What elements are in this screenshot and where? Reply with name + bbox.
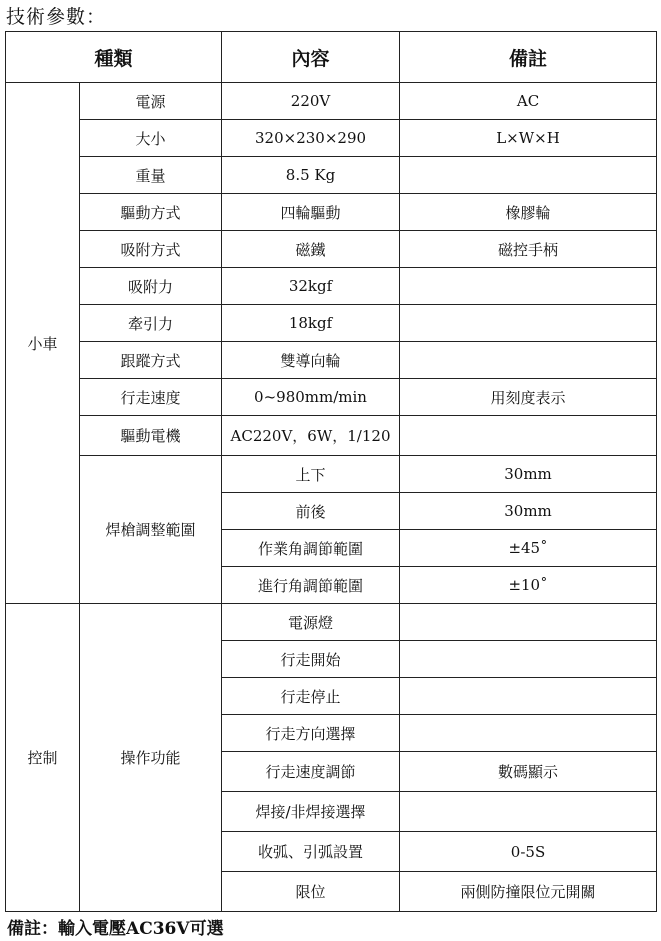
row-content: 320×230×290	[222, 120, 400, 157]
row-item: 進行角調節範圍	[222, 567, 400, 604]
row-item: 驅動方式	[80, 194, 222, 231]
row-item: 收弧、引弧設置	[222, 832, 400, 872]
row-item: 驅動電機	[80, 416, 222, 456]
row-content: 8.5 Kg	[222, 157, 400, 194]
header-category: 種類	[6, 32, 222, 83]
row-content: 18kgf	[222, 305, 400, 342]
row-note	[400, 305, 657, 342]
table-row	[6, 604, 657, 641]
row-item: 作業角調節範圍	[222, 530, 400, 567]
row-item: 重量	[80, 157, 222, 194]
table-row	[6, 456, 657, 493]
table-row	[6, 379, 657, 416]
row-note: 磁控手柄	[400, 231, 657, 268]
table-row	[6, 342, 657, 379]
row-item: 吸附方式	[80, 231, 222, 268]
header-row	[6, 32, 657, 83]
row-item: 大小	[80, 120, 222, 157]
footer-note: 備註：輸入電壓AC36V可選	[7, 919, 224, 939]
row-note: 橡膠輪	[400, 194, 657, 231]
row-note: 用刻度表示	[400, 379, 657, 416]
row-item: 跟蹤方式	[80, 342, 222, 379]
row-note	[400, 416, 657, 456]
spec-table	[5, 31, 657, 912]
row-note	[400, 641, 657, 678]
table-row	[6, 83, 657, 120]
row-note	[400, 792, 657, 832]
row-note	[400, 678, 657, 715]
row-note	[400, 715, 657, 752]
table-row	[6, 157, 657, 194]
header-note: 備註	[400, 32, 657, 83]
row-content: 雙導向輪	[222, 342, 400, 379]
row-content: 四輪驅動	[222, 194, 400, 231]
group-operation: 操作功能	[80, 604, 222, 912]
row-item: 電源	[80, 83, 222, 120]
row-note: 數碼顯示	[400, 752, 657, 792]
table-row	[6, 268, 657, 305]
row-item: 前後	[222, 493, 400, 530]
group-cart: 小車	[6, 83, 80, 604]
header-content: 內容	[222, 32, 400, 83]
row-item: 吸附力	[80, 268, 222, 305]
row-note: 0-5S	[400, 832, 657, 872]
row-item: 牽引力	[80, 305, 222, 342]
row-note: AC	[400, 83, 657, 120]
row-content: AC220V，6W，1/120	[222, 416, 400, 456]
section-heading: 技術參數：	[6, 6, 107, 28]
table-row	[6, 231, 657, 268]
table-row	[6, 305, 657, 342]
row-content: 磁鐵	[222, 231, 400, 268]
row-item: 行走停止	[222, 678, 400, 715]
row-item: 行走速度	[80, 379, 222, 416]
table-row	[6, 120, 657, 157]
row-item: 行走方向選擇	[222, 715, 400, 752]
row-value: ±45˚	[400, 530, 657, 567]
row-item: 限位	[222, 872, 400, 912]
group-torch: 焊槍調整範圍	[80, 456, 222, 604]
row-value: ±10˚	[400, 567, 657, 604]
row-note	[400, 157, 657, 194]
row-note: 兩側防撞限位元開關	[400, 872, 657, 912]
row-item: 行走速度調節	[222, 752, 400, 792]
row-value: 30mm	[400, 493, 657, 530]
table-row	[6, 416, 657, 456]
row-note: L×W×H	[400, 120, 657, 157]
row-content: 220V	[222, 83, 400, 120]
row-value: 30mm	[400, 456, 657, 493]
row-content: 0~980mm/min	[222, 379, 400, 416]
row-content: 32kgf	[222, 268, 400, 305]
group-control: 控制	[6, 604, 80, 912]
row-item: 上下	[222, 456, 400, 493]
row-note	[400, 268, 657, 305]
row-note	[400, 342, 657, 379]
table-row	[6, 194, 657, 231]
row-item: 行走開始	[222, 641, 400, 678]
row-item: 電源燈	[222, 604, 400, 641]
row-item: 焊接/非焊接選擇	[222, 792, 400, 832]
row-note	[400, 604, 657, 641]
